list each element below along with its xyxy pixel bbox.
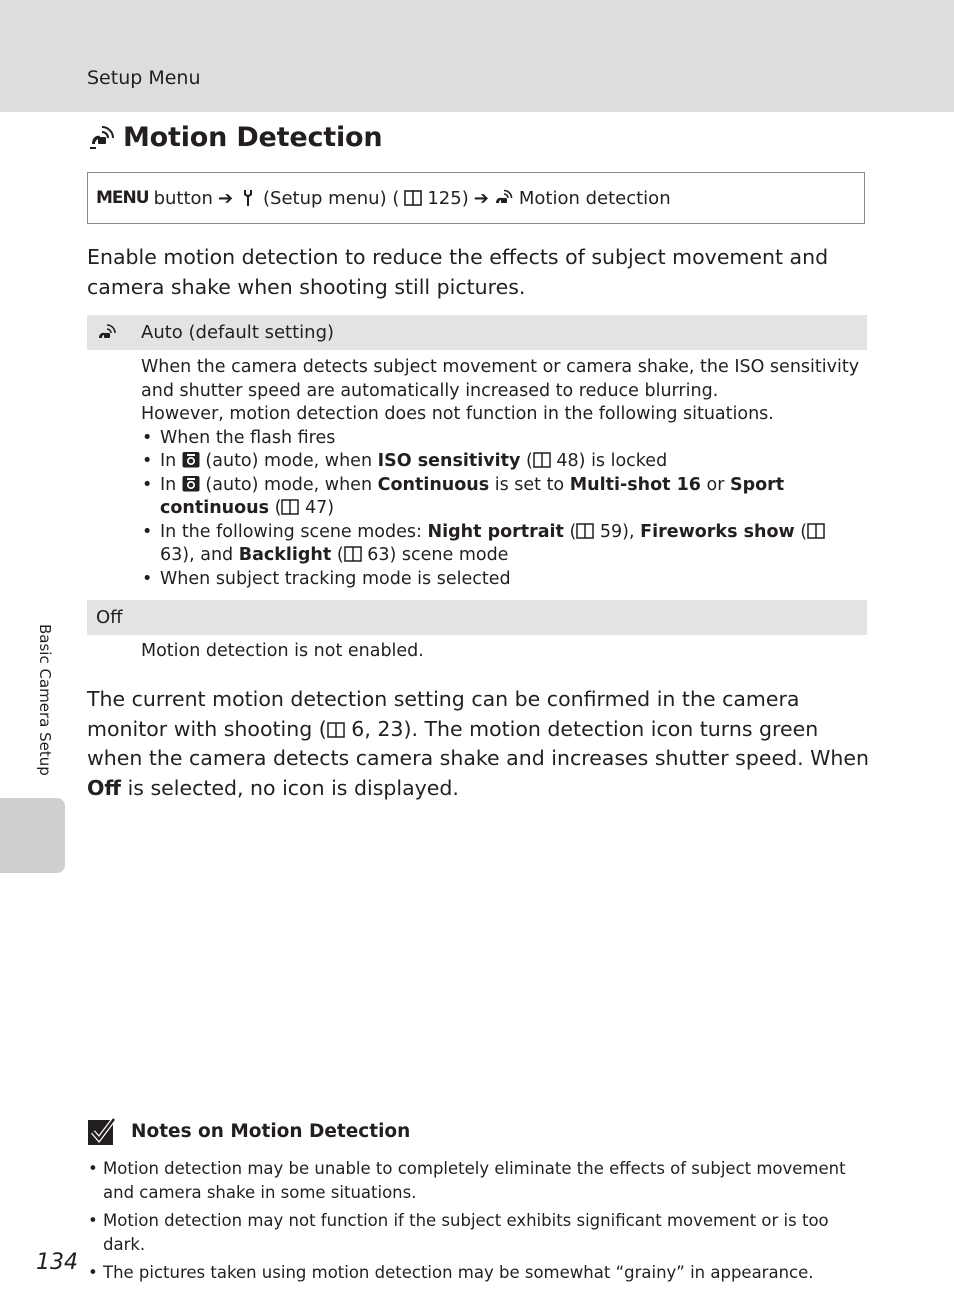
- nav-setup-page: 125): [427, 187, 469, 209]
- notes-list: [87, 1157, 857, 1289]
- option-off-description: [141, 640, 861, 664]
- off-desc: Motion detection is not enabled.: [141, 641, 424, 661]
- intro-text: Enable motion detection to reduce the effects of subject movement and camera shake when shooting still pictures.: [87, 245, 829, 299]
- page-title-text: Motion Detection: [123, 122, 383, 153]
- motion-detection-icon: [494, 189, 514, 207]
- nav-setup-label: (Setup menu) (: [263, 187, 400, 209]
- book-icon: [281, 499, 299, 515]
- list-item: • In (auto) mode, when ISO sensitivity ( 48) is locked: [141, 450, 861, 474]
- option-off-label: Off: [96, 607, 123, 628]
- navigation-path: [87, 172, 865, 224]
- list-item: • When subject tracking mode is selected: [141, 568, 861, 592]
- book-icon: [576, 523, 594, 539]
- auto-desc-2: However, motion detection does not function in the following situations.: [141, 404, 774, 424]
- list-item: • In the following scene modes: Night portrait ( 59), Fireworks show ( 63), and Backlight ( 63) scene mode: [141, 521, 861, 568]
- page-title: [87, 122, 382, 153]
- book-icon: [533, 452, 551, 468]
- wrench-icon: [238, 189, 258, 207]
- option-auto-label: Auto (default setting): [141, 322, 335, 343]
- arrow-icon: ➔: [473, 187, 489, 209]
- auto-desc-1: When the camera detects subject movement or camera shake, the ISO sensitivity and shutter speed are automatically increased to reduce blurring.: [141, 357, 860, 401]
- book-icon: [327, 722, 345, 738]
- notes-header: [87, 1116, 410, 1146]
- camera-icon: [182, 475, 200, 492]
- side-section-label: Basic Camera Setup: [36, 624, 54, 776]
- auto-exceptions-list: [141, 427, 861, 592]
- nav-button-text: button: [153, 187, 213, 209]
- motion-detection-icon: [87, 124, 115, 152]
- option-off-row: [87, 600, 867, 635]
- list-item: • Motion detection may be unable to completely eliminate the effects of subject movement and camera shake in some situations.: [87, 1157, 857, 1205]
- option-auto-description: [141, 356, 861, 591]
- book-icon: [807, 523, 825, 539]
- section-label: Setup Menu: [87, 67, 201, 89]
- list-item: • Motion detection may not function if the subject exhibits significant movement or is too dark.: [87, 1209, 857, 1257]
- menu-button-icon: MENU: [96, 188, 149, 208]
- notes-title: Notes on Motion Detection: [131, 1120, 411, 1142]
- list-item: • When the flash fires: [141, 427, 861, 451]
- header-band: [0, 0, 954, 112]
- list-item: • In (auto) mode, when Continuous is set to Multi-shot 16 or Sport continuous ( 47): [141, 474, 861, 521]
- nav-target: Motion detection: [518, 187, 671, 209]
- arrow-icon: ➔: [217, 187, 234, 209]
- list-item: • The pictures taken using motion detection may be somewhat “grainy” in appearance.: [87, 1261, 857, 1285]
- camera-icon: [182, 451, 200, 468]
- confirmation-paragraph: The current motion detection setting can be confirmed in the camera monitor with shooting ( 6, 23). The motion detection icon turns green when the camera detects camera shake and increases shutter speed. When Off is selected, no icon is displayed.: [87, 687, 869, 800]
- side-thumb-tab: [0, 798, 65, 873]
- book-icon: [404, 190, 422, 206]
- book-icon: [344, 546, 362, 562]
- page-number: 134: [36, 1250, 78, 1275]
- motion-detection-icon: [96, 322, 118, 344]
- checkmark-icon: [87, 1116, 117, 1146]
- option-auto-row: [87, 315, 867, 350]
